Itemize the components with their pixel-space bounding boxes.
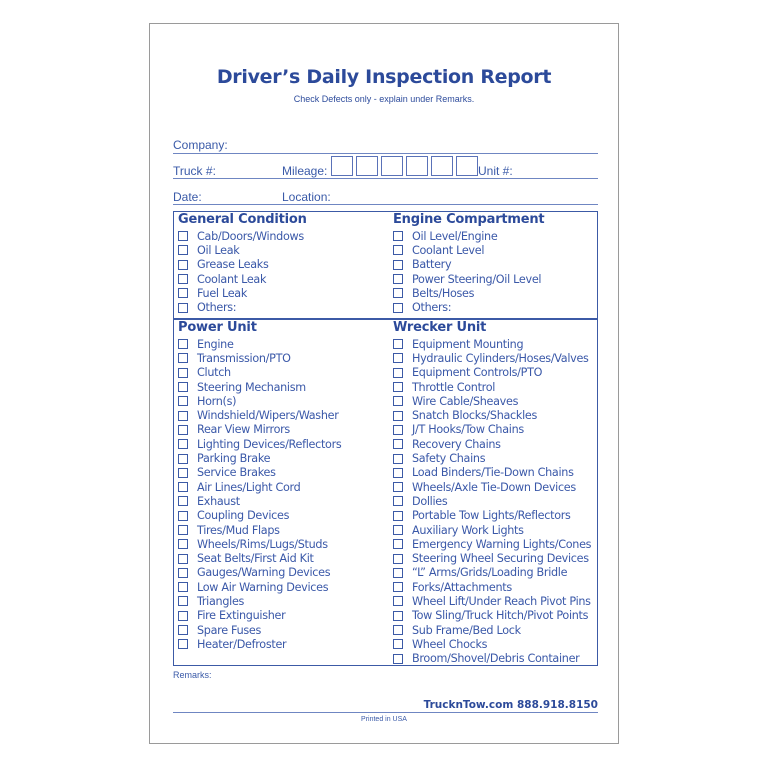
checkbox[interactable] bbox=[393, 582, 403, 592]
checklist-item[interactable] bbox=[178, 351, 341, 365]
checkbox[interactable] bbox=[178, 468, 188, 478]
checklist-item[interactable] bbox=[178, 437, 341, 451]
footer-contact: TrucknTow.com 888.918.8150 bbox=[423, 699, 598, 711]
section-title-wrecker-unit: Wrecker Unit bbox=[393, 320, 487, 335]
checkbox[interactable] bbox=[178, 611, 188, 621]
checklist-item-label: Clutch bbox=[197, 366, 231, 380]
checkbox[interactable] bbox=[393, 231, 403, 241]
company-line[interactable] bbox=[173, 153, 598, 154]
checklist-item[interactable] bbox=[178, 286, 304, 300]
checklist-item[interactable] bbox=[178, 494, 341, 508]
mileage-digit-box[interactable] bbox=[356, 156, 378, 176]
checklist-item-label: Auxiliary Work Lights bbox=[412, 523, 524, 537]
checklist-item[interactable] bbox=[178, 408, 341, 422]
checkbox[interactable] bbox=[178, 260, 188, 270]
checkbox[interactable] bbox=[178, 368, 188, 378]
checklist-item-label: Service Brakes bbox=[197, 466, 276, 480]
mileage-digit-box[interactable] bbox=[431, 156, 453, 176]
checklist-item[interactable] bbox=[178, 229, 304, 243]
checkbox[interactable] bbox=[393, 382, 403, 392]
checklist-item[interactable] bbox=[178, 509, 341, 523]
checklist-item-label: Forks/Attachments bbox=[412, 580, 512, 594]
checkbox[interactable] bbox=[178, 274, 188, 284]
checklist-item[interactable] bbox=[393, 494, 591, 508]
checklist-item[interactable] bbox=[178, 272, 304, 286]
checklist-item-label: Triangles bbox=[197, 594, 245, 608]
checkbox[interactable] bbox=[393, 274, 403, 284]
checklist-item[interactable] bbox=[178, 594, 341, 608]
checkbox[interactable] bbox=[393, 625, 403, 635]
checklist-item[interactable] bbox=[393, 637, 591, 651]
checklist-item-label: Coolant Leak bbox=[197, 272, 267, 286]
checkbox[interactable] bbox=[393, 482, 403, 492]
checklist-item[interactable] bbox=[393, 380, 591, 394]
general-condition-list bbox=[178, 229, 304, 315]
checkbox[interactable] bbox=[178, 339, 188, 349]
checklist-item-label: Safety Chains bbox=[412, 452, 486, 466]
checkbox[interactable] bbox=[393, 596, 403, 606]
checklist-item[interactable] bbox=[178, 300, 304, 314]
checkbox[interactable] bbox=[393, 425, 403, 435]
checklist-item-label: Low Air Warning Devices bbox=[197, 580, 329, 594]
checkbox[interactable] bbox=[393, 396, 403, 406]
checkbox[interactable] bbox=[393, 539, 403, 549]
mileage-digit-box[interactable] bbox=[331, 156, 353, 176]
checklist-item-label: Cab/Doors/Windows bbox=[197, 229, 304, 243]
section-title-engine-compartment: Engine Compartment bbox=[393, 212, 545, 227]
checklist-item[interactable] bbox=[178, 537, 341, 551]
checklist-item-label: Tow Sling/Truck Hitch/Pivot Points bbox=[412, 609, 589, 623]
checkbox[interactable] bbox=[178, 425, 188, 435]
checklist-item-label: Equipment Controls/PTO bbox=[412, 366, 543, 380]
checkbox[interactable] bbox=[393, 288, 403, 298]
checkbox[interactable] bbox=[393, 353, 403, 363]
checklist-item-label: Equipment Mounting bbox=[412, 337, 524, 351]
checkbox[interactable] bbox=[178, 568, 188, 578]
checklist-item-label: Gauges/Warning Devices bbox=[197, 566, 331, 580]
checklist-item[interactable] bbox=[393, 623, 591, 637]
checkbox[interactable] bbox=[393, 525, 403, 535]
checklist-item[interactable] bbox=[393, 509, 591, 523]
checklist-item-label: J/T Hooks/Tow Chains bbox=[412, 423, 524, 437]
checkbox[interactable] bbox=[178, 231, 188, 241]
checklist-item-label: Wheel Chocks bbox=[412, 637, 488, 651]
checklist-item[interactable] bbox=[178, 423, 341, 437]
checklist-item[interactable] bbox=[178, 366, 341, 380]
checklist-item-label: Throttle Control bbox=[412, 380, 496, 394]
checkbox[interactable] bbox=[393, 454, 403, 464]
checklist-item[interactable] bbox=[393, 566, 591, 580]
checkbox[interactable] bbox=[178, 353, 188, 363]
form-title: Driver’s Daily Inspection Report bbox=[216, 66, 552, 88]
checklist-item-label: Exhaust bbox=[197, 494, 240, 508]
checklist-item-label: Engine bbox=[197, 337, 234, 351]
checkbox[interactable] bbox=[178, 245, 188, 255]
checklist-item[interactable] bbox=[178, 551, 341, 565]
checklist-item[interactable] bbox=[393, 408, 591, 422]
engine-compartment-list bbox=[393, 229, 541, 315]
checklist-item[interactable] bbox=[178, 394, 341, 408]
checklist-item[interactable] bbox=[393, 523, 591, 537]
checklist-item[interactable] bbox=[178, 451, 341, 465]
checkbox[interactable] bbox=[178, 454, 188, 464]
checkbox[interactable] bbox=[393, 260, 403, 270]
checklist-item[interactable] bbox=[393, 594, 591, 608]
checkbox[interactable] bbox=[393, 245, 403, 255]
checklist-item-label: Tires/Mud Flaps bbox=[197, 523, 280, 537]
checkbox[interactable] bbox=[393, 368, 403, 378]
checklist-item-label: Snatch Blocks/Shackles bbox=[412, 409, 537, 423]
checkbox[interactable] bbox=[393, 468, 403, 478]
checklist-item-label: Horn(s) bbox=[197, 394, 237, 408]
checklist-item-label: Steering Wheel Securing Devices bbox=[412, 552, 589, 566]
checkbox[interactable] bbox=[393, 611, 403, 621]
checkbox[interactable] bbox=[393, 511, 403, 521]
truck-label: Truck #: bbox=[173, 164, 216, 178]
checklist-item[interactable] bbox=[393, 437, 591, 451]
checklist-item-label: Spare Fuses bbox=[197, 623, 262, 637]
checklist-item-label: Battery bbox=[412, 258, 452, 272]
checklist-item-label: Grease Leaks bbox=[197, 258, 269, 272]
checklist-item-label: Lighting Devices/Reflectors bbox=[197, 437, 342, 451]
checkbox[interactable] bbox=[178, 496, 188, 506]
checklist-item-label: Rear View Mirrors bbox=[197, 423, 290, 437]
checklist-item[interactable] bbox=[393, 258, 541, 272]
checkbox[interactable] bbox=[178, 303, 188, 313]
checklist-item[interactable] bbox=[393, 351, 591, 365]
wrecker-unit-list bbox=[393, 337, 591, 666]
mileage-digit-box[interactable] bbox=[381, 156, 403, 176]
truck-line[interactable] bbox=[173, 178, 598, 179]
checkbox[interactable] bbox=[178, 639, 188, 649]
checklist-item[interactable] bbox=[393, 609, 591, 623]
checklist-item-label: Wheels/Rims/Lugs/Studs bbox=[197, 537, 328, 551]
checklist-item[interactable] bbox=[178, 380, 341, 394]
checklist-item-label: Others: bbox=[412, 301, 452, 315]
checkbox[interactable] bbox=[178, 396, 188, 406]
checklist-item[interactable] bbox=[393, 466, 591, 480]
checklist-item-label: Sub Frame/Bed Lock bbox=[412, 623, 521, 637]
checklist-item[interactable] bbox=[393, 652, 591, 666]
checklist-item[interactable] bbox=[178, 337, 341, 351]
checklist-item-label: Hydraulic Cylinders/Hoses/Valves bbox=[412, 351, 589, 365]
checklist-item-label: Wheels/Axle Tie-Down Devices bbox=[412, 480, 576, 494]
checklist-item-label: Load Binders/Tie-Down Chains bbox=[412, 466, 574, 480]
checkbox[interactable] bbox=[178, 525, 188, 535]
checkbox[interactable] bbox=[393, 554, 403, 564]
checkbox[interactable] bbox=[393, 303, 403, 313]
checklist-item[interactable] bbox=[393, 286, 541, 300]
form-subtitle: Check Defects only - explain under Remarks. bbox=[293, 94, 475, 104]
mileage-digit-box[interactable] bbox=[406, 156, 428, 176]
checklist-item[interactable] bbox=[178, 623, 341, 637]
checkbox[interactable] bbox=[178, 625, 188, 635]
checklist-item[interactable] bbox=[393, 480, 591, 494]
checkbox[interactable] bbox=[178, 411, 188, 421]
checklist-item[interactable] bbox=[178, 637, 341, 651]
checkbox[interactable] bbox=[178, 582, 188, 592]
checklist-item-label: Heater/Defroster bbox=[197, 637, 287, 651]
date-label: Date: bbox=[173, 190, 202, 204]
checkbox[interactable] bbox=[393, 639, 403, 649]
checkbox[interactable] bbox=[178, 511, 188, 521]
section-title-power-unit: Power Unit bbox=[178, 320, 257, 335]
checklist-item-label: Transmission/PTO bbox=[197, 351, 291, 365]
location-label: Location: bbox=[282, 190, 331, 204]
checklist-item-label: Coolant Level bbox=[412, 243, 485, 257]
checklist-item-label: Fire Extinguisher bbox=[197, 609, 286, 623]
checklist-item-label: Dollies bbox=[412, 494, 448, 508]
checklist-item[interactable] bbox=[178, 566, 341, 580]
checkbox[interactable] bbox=[178, 439, 188, 449]
checkbox[interactable] bbox=[178, 382, 188, 392]
checklist-item-label: Steering Mechanism bbox=[197, 380, 306, 394]
checklist-item[interactable] bbox=[393, 300, 541, 314]
checklist-item[interactable] bbox=[178, 609, 341, 623]
checklist-item-label: Wheel Lift/Under Reach Pivot Pins bbox=[412, 594, 591, 608]
checklist-item-label: Windshield/Wipers/Washer bbox=[197, 409, 339, 423]
checkbox[interactable] bbox=[393, 411, 403, 421]
checklist-item[interactable] bbox=[178, 580, 341, 594]
checklist-item[interactable] bbox=[178, 480, 341, 494]
power-unit-list bbox=[178, 337, 341, 652]
checklist-item-label: Parking Brake bbox=[197, 452, 271, 466]
checklist-item-label: Others: bbox=[197, 301, 237, 315]
checklist-item[interactable] bbox=[393, 551, 591, 565]
checklist-item-label: Power Steering/Oil Level bbox=[412, 272, 542, 286]
mileage-boxes[interactable] bbox=[331, 156, 480, 176]
checklist-item-label: Coupling Devices bbox=[197, 509, 290, 523]
checkbox[interactable] bbox=[393, 568, 403, 578]
date-line[interactable] bbox=[173, 204, 598, 205]
checklist-item[interactable] bbox=[178, 243, 304, 257]
checklist-item-label: Wire Cable/Sheaves bbox=[412, 394, 519, 408]
checkbox[interactable] bbox=[393, 339, 403, 349]
checkbox[interactable] bbox=[178, 288, 188, 298]
checkbox[interactable] bbox=[178, 596, 188, 606]
checklist-item-label: Oil Level/Engine bbox=[412, 229, 498, 243]
checklist-item-label: Broom/Shovel/Debris Container bbox=[412, 652, 580, 666]
checklist-item[interactable] bbox=[393, 423, 591, 437]
checklist-item-label: Recovery Chains bbox=[412, 437, 501, 451]
checklist-item[interactable] bbox=[393, 243, 541, 257]
checklist-item[interactable] bbox=[178, 523, 341, 537]
checkbox[interactable] bbox=[178, 539, 188, 549]
company-label: Company: bbox=[173, 138, 228, 152]
checkbox[interactable] bbox=[178, 482, 188, 492]
printed-in-usa: Printed in USA bbox=[361, 716, 407, 723]
checkbox[interactable] bbox=[178, 554, 188, 564]
section-title-general-condition: General Condition bbox=[178, 212, 307, 227]
checklist-item[interactable] bbox=[178, 258, 304, 272]
checklist-item-label: Air Lines/Light Cord bbox=[197, 480, 301, 494]
remarks-label: Remarks: bbox=[173, 670, 212, 680]
checklist-item[interactable] bbox=[178, 466, 341, 480]
remarks-line[interactable] bbox=[173, 712, 598, 713]
checklist-item-label: Portable Tow Lights/Reflectors bbox=[412, 509, 571, 523]
checklist-item-label: Oil Leak bbox=[197, 243, 240, 257]
checklist-item-label: Fuel Leak bbox=[197, 286, 248, 300]
checklist-item-label: Belts/Hoses bbox=[412, 286, 475, 300]
checklist-item[interactable] bbox=[393, 580, 591, 594]
checklist-item[interactable] bbox=[393, 272, 541, 286]
checklist-item-label: Emergency Warning Lights/Cones bbox=[412, 537, 592, 551]
checklist-item-label: Seat Belts/First Aid Kit bbox=[197, 552, 314, 566]
checklist-item-label: “L” Arms/Grids/Loading Bridle bbox=[412, 566, 568, 580]
checklist-item[interactable] bbox=[393, 337, 591, 351]
checkbox[interactable] bbox=[393, 439, 403, 449]
checklist-item[interactable] bbox=[393, 451, 591, 465]
checklist-item[interactable] bbox=[393, 229, 541, 243]
checklist-item[interactable] bbox=[393, 537, 591, 551]
checkbox[interactable] bbox=[393, 496, 403, 506]
checklist-item[interactable] bbox=[393, 366, 591, 380]
checklist-item[interactable] bbox=[393, 394, 591, 408]
checkbox[interactable] bbox=[393, 654, 403, 664]
unit-label: Unit #: bbox=[478, 164, 513, 178]
mileage-label: Mileage: bbox=[282, 164, 328, 178]
mileage-digit-box[interactable] bbox=[456, 156, 478, 176]
